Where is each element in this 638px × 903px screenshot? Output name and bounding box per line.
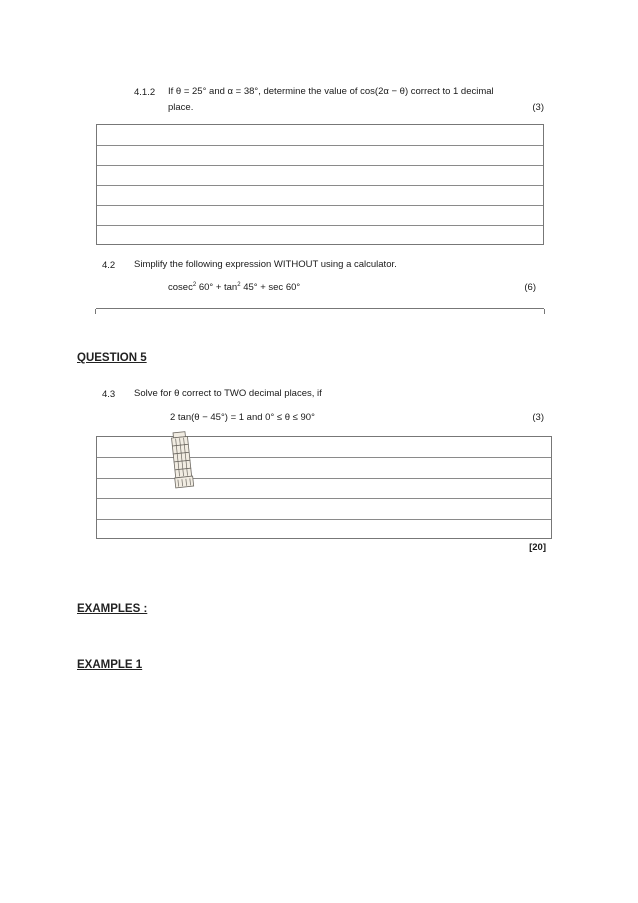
answer-box-4-2[interactable]	[96, 308, 544, 314]
marks-4-2: (6)	[524, 282, 536, 293]
answer-line	[97, 478, 551, 479]
question-number-4-3: 4.3	[102, 389, 116, 400]
answer-line	[97, 225, 543, 226]
question-4-3-equation: 2 tan(θ − 45°) = 1 and 0° ≤ θ ≤ 90°	[170, 412, 315, 423]
marks-4-3: (3)	[532, 412, 544, 423]
question-number-4-1-2: 4.1.2	[134, 87, 156, 98]
answer-box-4-1-2[interactable]	[96, 124, 544, 245]
examples-heading: EXAMPLES :	[77, 603, 148, 615]
answer-line	[97, 519, 551, 520]
example-1-heading: EXAMPLE 1	[77, 659, 143, 671]
answer-line	[97, 185, 543, 186]
question-4-1-2-text-line1: If θ = 25° and α = 38°, determine the value of cos(2α − θ) correct to 1 decimal	[168, 86, 494, 97]
answer-box-4-3[interactable]	[96, 436, 552, 539]
answer-line	[97, 457, 551, 458]
marks-4-1-2: (3)	[532, 102, 544, 113]
question-4-2-text: Simplify the following expression WITHOUT using a calculator.	[134, 259, 397, 270]
question-4-1-2-text-line2: place.	[168, 102, 194, 113]
total-marks: [20]	[529, 542, 546, 553]
answer-line	[97, 145, 543, 146]
question-number-4-2: 4.2	[102, 260, 116, 271]
answer-line	[97, 165, 543, 166]
question-4-3-text: Solve for θ correct to TWO decimal places, if	[134, 388, 322, 399]
question-4-2-expression: cosec$^2$ $60^\circ + \tan^2 45^\circ + \sec 60^\circ$	[168, 281, 301, 293]
answer-line	[97, 498, 551, 499]
question-5-heading: QUESTION 5	[77, 352, 147, 364]
leaning-tower-icon	[170, 430, 196, 492]
answer-line	[97, 205, 543, 206]
